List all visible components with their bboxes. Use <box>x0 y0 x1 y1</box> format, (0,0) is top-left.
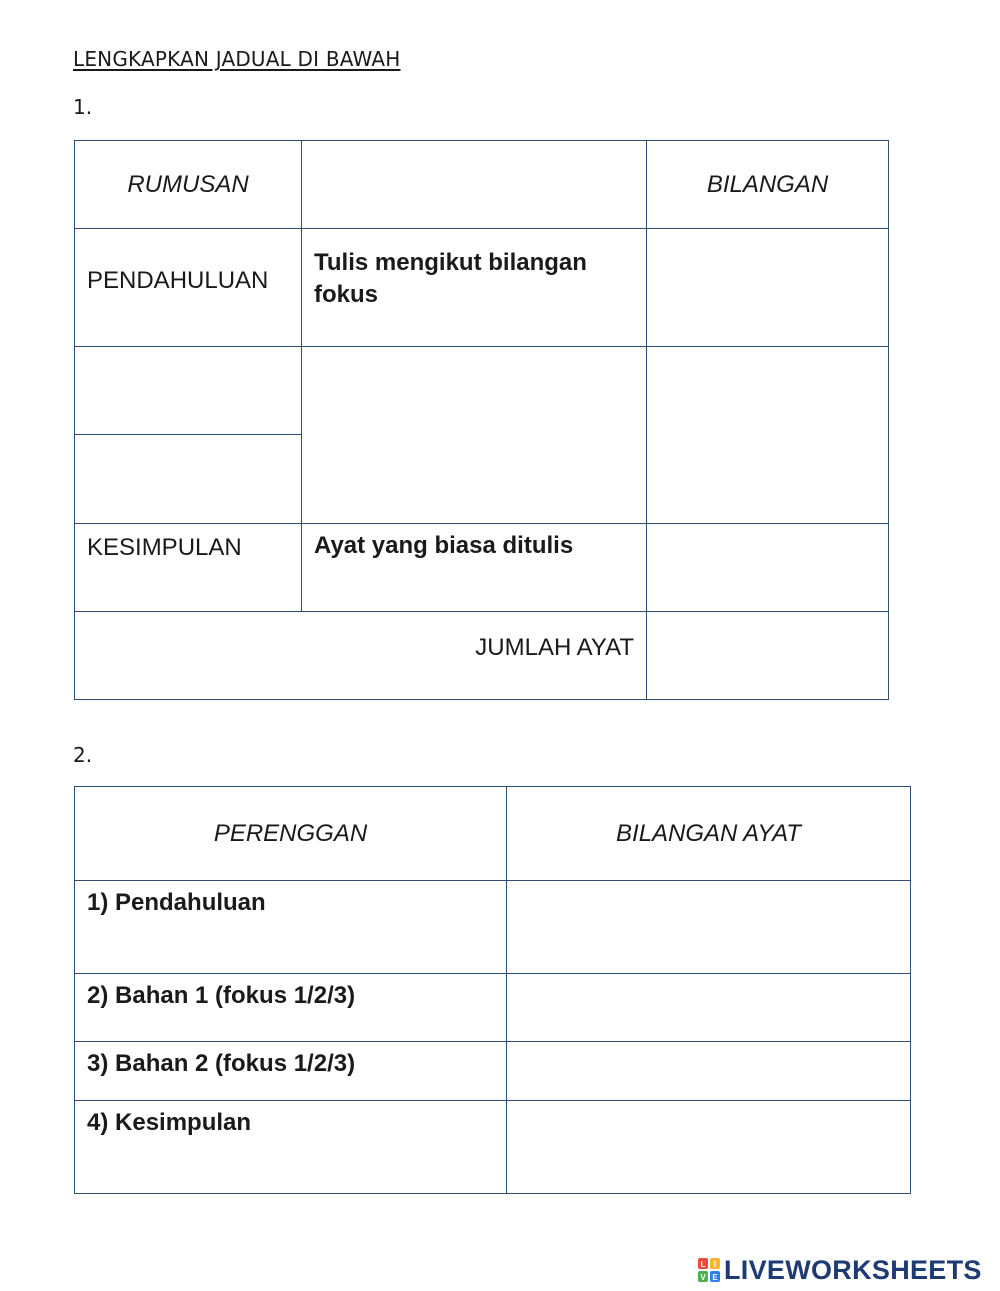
header-bilangan-ayat: BILANGAN AYAT <box>507 787 911 881</box>
row-label-bahan-1: 2) Bahan 1 (fokus 1/2/3) <box>75 974 507 1042</box>
paragraph-table <box>74 786 911 1194</box>
pendahuluan-note: Tulis mengikut bilangan fokus <box>302 229 647 347</box>
kesimpulan-answer-cell[interactable] <box>647 524 889 612</box>
body-row-1 <box>75 347 889 435</box>
body-label-cell-1[interactable] <box>75 347 302 435</box>
body-content-cell[interactable] <box>302 347 647 524</box>
table1-header-row <box>75 141 889 229</box>
header-perenggan: PERENGGAN <box>75 787 507 881</box>
header-blank <box>302 141 647 229</box>
row-label-pendahuluan: 1) Pendahuluan <box>75 881 507 974</box>
table-row <box>75 974 911 1042</box>
pendahuluan-answer-cell[interactable] <box>647 229 889 347</box>
liveworksheets-wordmark: LIVEWORKSHEETS <box>724 1254 982 1285</box>
question-1-number: 1. <box>73 95 93 119</box>
table-row <box>75 881 911 974</box>
kesimpulan-label: KESIMPULAN <box>75 524 302 612</box>
row-label-kesimpulan: 4) Kesimpulan <box>75 1101 507 1194</box>
row-label-bahan-2: 3) Bahan 2 (fokus 1/2/3) <box>75 1042 507 1101</box>
summary-table <box>74 140 889 700</box>
worksheet-heading: LENGKAPKAN JADUAL DI BAWAH <box>73 47 401 71</box>
pendahuluan-label: PENDAHULUAN <box>75 229 302 347</box>
row-answer-cell[interactable] <box>507 1101 911 1194</box>
logo-letter-1: L <box>700 1260 706 1269</box>
header-bilangan: BILANGAN <box>647 141 889 229</box>
row-answer-cell[interactable] <box>507 974 911 1042</box>
question-2-number: 2. <box>73 743 93 767</box>
row-answer-cell[interactable] <box>507 1042 911 1101</box>
table-row <box>75 1101 911 1194</box>
pendahuluan-row <box>75 229 889 347</box>
body-answer-cell[interactable] <box>647 347 889 524</box>
row-answer-cell[interactable] <box>507 881 911 974</box>
header-rumusan: RUMUSAN <box>75 141 302 229</box>
liveworksheets-logo-icon <box>698 1258 720 1282</box>
logo-letter-4: E <box>712 1273 718 1282</box>
total-label: JUMLAH AYAT <box>75 612 647 700</box>
table2-header-row <box>75 787 911 881</box>
logo-letter-3: V <box>700 1273 706 1282</box>
total-row <box>75 612 889 700</box>
total-answer-cell[interactable] <box>647 612 889 700</box>
kesimpulan-row <box>75 524 889 612</box>
kesimpulan-note: Ayat yang biasa ditulis <box>302 524 647 612</box>
body-label-cell-2[interactable] <box>75 435 302 524</box>
table-row <box>75 1042 911 1101</box>
logo-letter-2: I <box>713 1260 717 1269</box>
liveworksheets-logo <box>698 1255 982 1285</box>
